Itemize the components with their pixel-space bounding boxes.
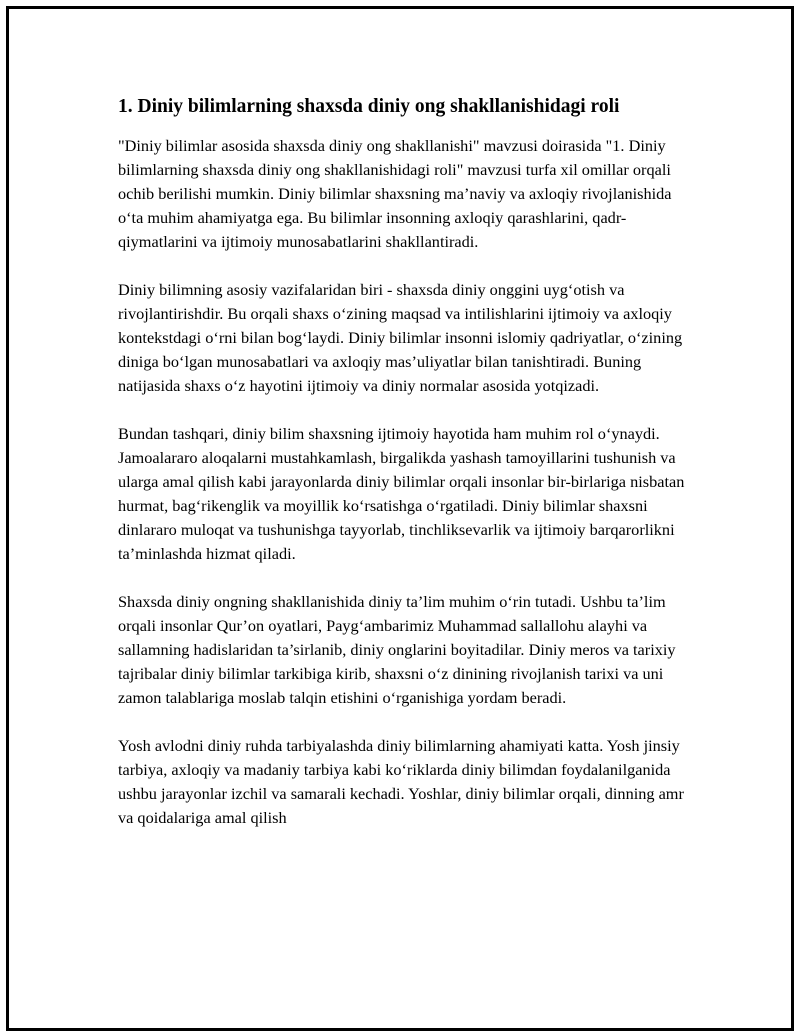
document-body: [118, 94, 688, 854]
section-heading: 1. Diniy bilimlarning shaxsda diniy ong shakllanishidagi roli: [118, 96, 620, 117]
paragraph-5: Yosh avlodni diniy ruhda tarbiyalashda diniy bilimlarning ahamiyati katta. Yosh jinsiy tarbiya, axloqiy va madaniy tarbiya kabi koʻriklarda diniy bilimdan foydalanilganida ushbu jarayonlar izchil va samarali kechadi. Yoshlar, diniy bilimlar orqali, dinning amr va qoidalariga amal qilish: [118, 736, 684, 827]
paragraph-2: Diniy bilimning asosiy vazifalaridan biri - shaxsda diniy onggini uygʻotish va rivojlantirishdir. Bu orqali shaxs oʻzining maqsad va intilishlarini ijtimoiy va axloqiy kontekstdagi oʻrni bilan bogʻlaydi. Diniy bilimlar insonni islomiy qadriyatlar, oʻzining diniga boʻlgan munosabatlari va axloqiy mas’uliyatlar bilan tanishtiradi. Buning natijasida shaxs oʻz hayotini ijtimoiy va diniy normalar asosida yotqizadi.: [118, 280, 683, 395]
paragraph-4: Shaxsda diniy ongning shakllanishida diniy ta’lim muhim oʻrin tutadi. Ushbu ta’lim orqali insonlar Qur’on oyatlari, Paygʻambarimiz Muhammad sallallohu alayhi va sallamning hadislaridan ta’sirlanib, diniy onglarini boyitadilar. Diniy meros va tarixiy tajribalar diniy bilimlar tarkibiga kirib, shaxsni oʻz dinining rivojlanish tarixi va uni zamon talablariga moslab talqin etishini oʻrganishiga yordam beradi.: [118, 592, 676, 707]
paragraph-3: Bundan tashqari, diniy bilim shaxsning ijtimoiy hayotida ham muhim rol oʻynaydi. Jamoalararo aloqalarni mustahkamlash, birgalikda yashash tamoyillarini tushunish va ularga amal qilish kabi jarayonlarda diniy bilimlar orqali insonlar bir-birlariga nisbatan hurmat, bagʻrikenglik va moyillik koʻrsatishga oʻrgatiladi. Diniy bilimlar shaxsni dinlararo muloqat va tushunishga tayyorlab, tinchliksevarlik va ijtimoiy barqarorlikni ta’minlashda hizmat qiladi.: [118, 424, 685, 563]
paragraph-1: "Diniy bilimlar asosida shaxsda diniy ong shakllanishi" mavzusi doirasida "1. Diniy bilimlarning shaxsda diniy ong shakllanishidagi roli" mavzusi turfa xil omillar orqali ochib berilishi mumkin. Diniy bilimlar shaxsning ma’naviy va axloqiy rivojlanishida oʻta muhim ahamiyatga ega. Bu bilimlar insonning axloqiy qarashlarini, qadr-qiymatlarini va ijtimoiy munosabatlarini shakllantiradi.: [118, 136, 672, 251]
